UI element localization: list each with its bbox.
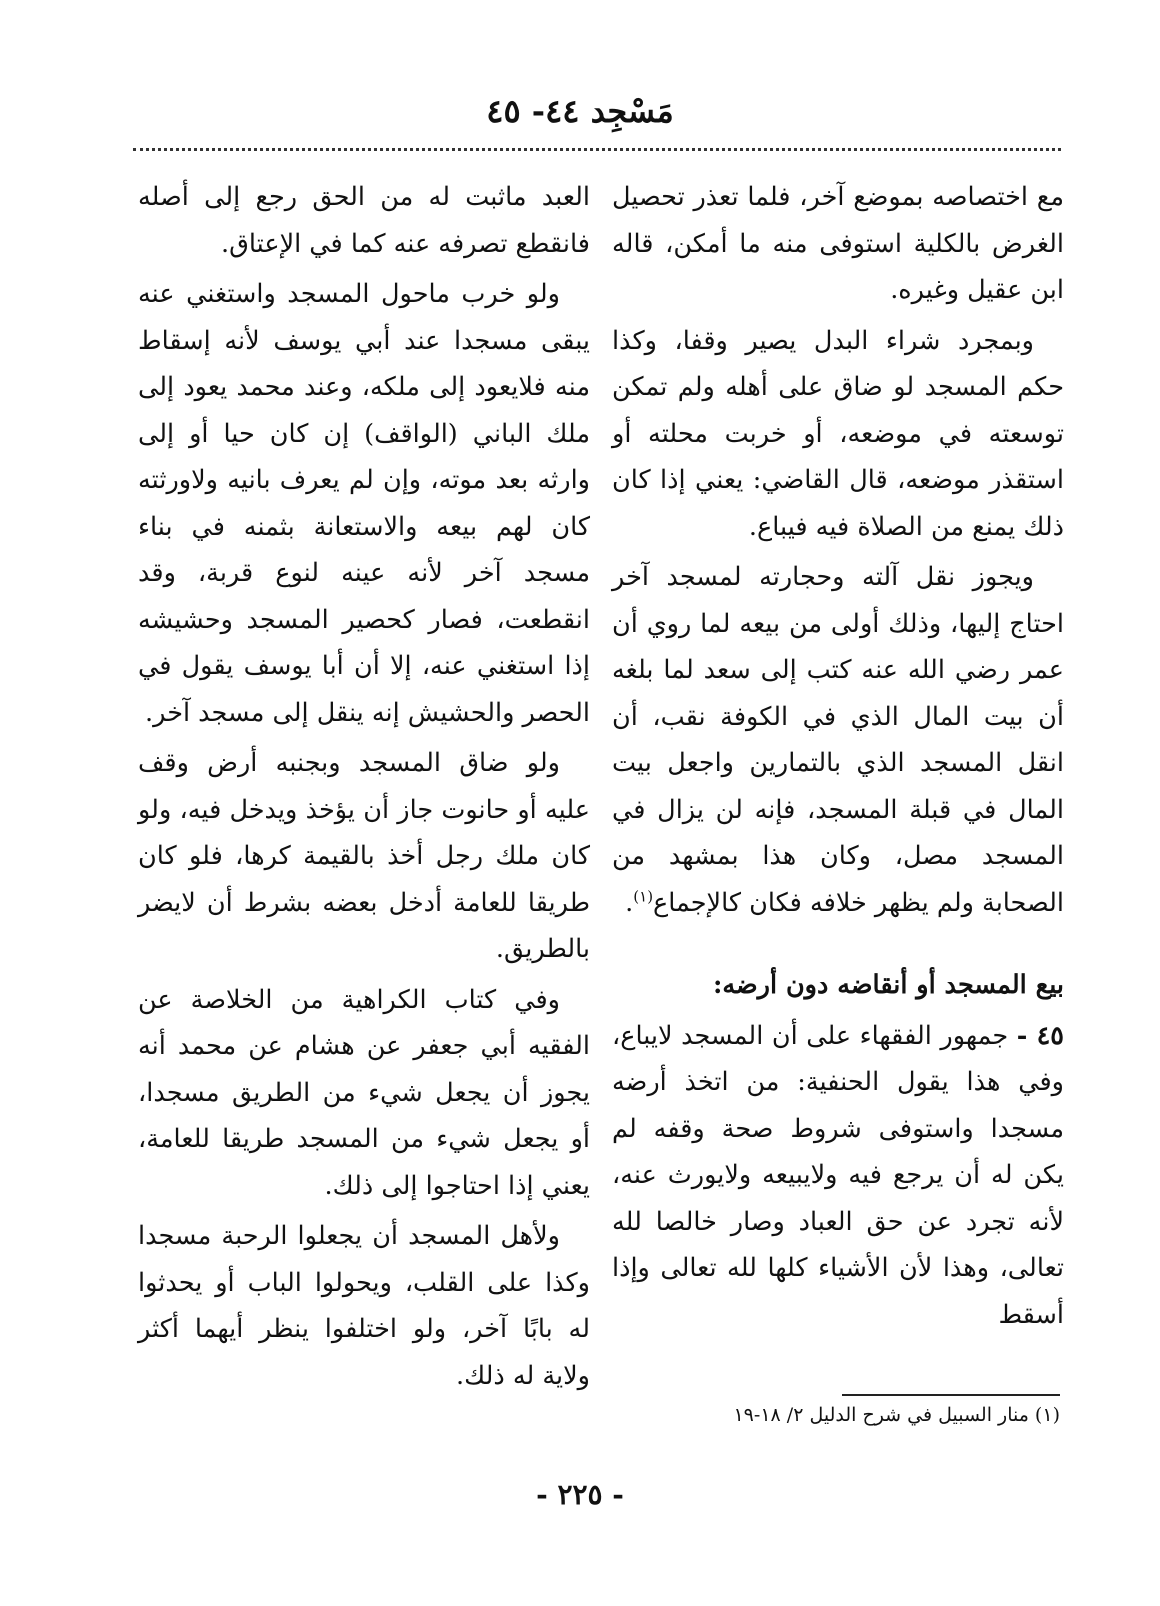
footnote: (١) منار السبيل في شرح الدليل ٢/ ١٨-١٩: [733, 1404, 1060, 1426]
section-number: ٤٥ -: [1016, 1020, 1065, 1051]
paragraph: مع اختصاصه بموضع آخر، فلما تعذر تحصيل الغرض بالكلية استوفى منه ما أمكن، قاله ابن عقيل وغيره.: [612, 182, 1064, 305]
paragraph: [612, 1013, 1064, 1339]
paragraph-text: ويجوز نقل آلته وحجارته لمسجد آخر احتاج إليها، وذلك أولى من بيعه لما روي أن عمر رضي الله عنه كتب إلى سعد لما بلغه أن بيت المال الذي في الكوفة نقب، أن انقل المسجد الذي بالتمارين واجعل بيت المال في قبلة المسجد، فإنه لن يزال في المسجد مصل، وكان هذا بمشهد من الصحابة ولم يظهر خلافه فكان كالإجماع: [612, 562, 1064, 918]
page-number: - ٢٢٥ -: [536, 1478, 624, 1511]
footnote-divider: [842, 1394, 1060, 1396]
section-heading: بيع المسجد أو أنقاضه دون أرضه:: [712, 970, 1064, 1000]
paragraph: ولو خرب ماحول المسجد واستغني عنه يبقى مسجدا عند أبي يوسف لأنه إسقاط منه فلايعود إلى ملكه، وعند محمد يعود إلى ملك الباني (الواقف) إن كان حيا أو إلى وارثه بعد موته، وإن لم يعرف بانيه ولاورثته كان لهم بيعه والاستعانة بثمنه في بناء مسجد آخر لأنه عينه لنوع قربة، وقد انقطعت، فصار كحصير المسجد وحشيشه إذا استغني عنه، إلا أن أبا يوسف يقول في الحصر والحشيش إنه ينقل إلى مسجد آخر.: [138, 279, 590, 728]
paragraph: [612, 554, 1064, 926]
paragraph: ولو ضاق المسجد وبجنبه أرض وقف عليه أو حانوت جاز أن يؤخذ ويدخل فيه، ولو كان ملك رجل أخذ بالقيمة كرها، فلو كان طريقا للعامة أدخل بعضه بشرط أن لايضر بالطريق.: [138, 748, 590, 964]
paragraph: العبد ماثبت له من الحق رجع إلى أصله فانقطع تصرفه عنه كما في الإعتاق.: [138, 182, 590, 259]
right-text-column: [612, 174, 1064, 1342]
paragraph-end: .: [625, 887, 634, 918]
page-header-title: مَسْجِد ٤٤- ٤٥: [486, 92, 674, 130]
paragraph: وفي كتاب الكراهية من الخلاصة عن الفقيه أبي جعفر عن هشام عن محمد أنه يجوز أن يجعل شيء من الطريق مسجدا، أو يجعل شيء من المسجد طريقا للعامة، يعني إذا احتاجوا إلى ذلك.: [138, 984, 590, 1201]
paragraph: وبمجرد شراء البدل يصير وقفا، وكذا حكم المسجد لو ضاق على أهله ولم تمكن توسعته في موضعه، أو خربت محلته أو استقذر موضعه، قال القاضي: يعني إذا كان ذلك يمنع من الصلاة فيه فيباع.: [612, 325, 1064, 542]
paragraph: ولأهل المسجد أن يجعلوا الرحبة مسجدا وكذا على القلب، ويحولوا الباب أو يحدثوا له بابًا آخر، ولو اختلفوا ينظر أيهما أكثر ولاية له ذلك.: [138, 1221, 590, 1391]
footnote-reference: (١): [633, 887, 654, 905]
left-text-column: [138, 174, 590, 1403]
paragraph-text: جمهور الفقهاء على أن المسجد لايباع، وفي هذا يقول الحنفية: من اتخذ أرضه مسجدا واستوفى شروط صحة وقفه لم يكن له أن يرجع فيه ولايبيعه ولايورث عنه، لأنه تجرد عن حق العباد وصار خالصا لله تعالى، وهذا لأن الأشياء كلها لله تعالى وإذا أسقط: [612, 1020, 1064, 1330]
header-dotted-divider: [133, 148, 1061, 151]
